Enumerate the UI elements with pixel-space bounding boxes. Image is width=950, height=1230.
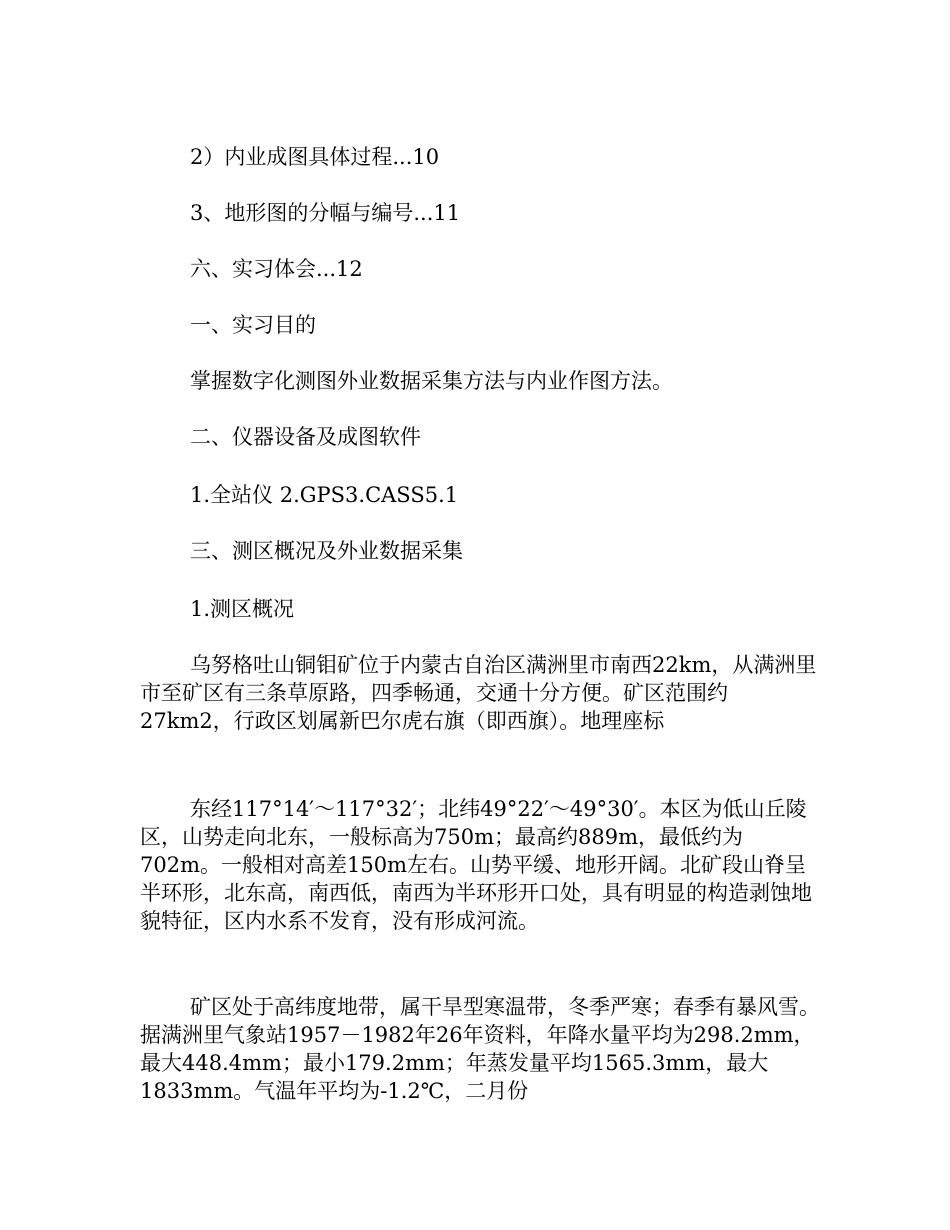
paragraph-coordinates-terrain: 东经117°14′～117°32′；北纬49°22′～49°30′。本区为低山丘陵区，山势走向北东，一般标高为750m；最高约889m，最低约为702m。一般相对高差150m左右。山势平缓、地形开阔。北矿段山脊呈半环形，北东高，南西低，南西为半环形开口处，具有明显的构造剥蚀地貌特征，区内水系不发育，没有形成河流。 — [140, 797, 812, 933]
equipment-list: 1.全站仪 2.GPS3.CASS5.1 — [190, 483, 459, 507]
paragraph-location: 乌努格吐山铜钼矿位于内蒙古自治区满洲里市南西22km，从满洲里市至矿区有三条草原路，四季畅通，交通十分方便。矿区范围约27km2，行政区划属新巴尔虎右旗（即西旗）。地理座标 — [140, 653, 817, 733]
section-heading-equipment: 二、仪器设备及成图软件 — [190, 425, 421, 449]
toc-item-map-division: 3、地形图的分幅与编号...11 — [190, 201, 461, 225]
section-heading-survey-area: 三、测区概况及外业数据采集 — [190, 539, 463, 563]
purpose-text: 掌握数字化测图外业数据采集方法与内业作图方法。 — [190, 369, 673, 393]
subheading-survey-overview: 1.测区概况 — [190, 597, 295, 621]
toc-item-experience: 六、实习体会...12 — [190, 257, 363, 281]
toc-item-internal-process: 2）内业成图具体过程...10 — [190, 145, 440, 169]
paragraph-climate: 矿区处于高纬度地带，属干旱型寒温带，冬季严寒；春季有暴风雪。据满洲里气象站1957－1982年26年资料，年降水量平均为298.2mm，最大448.4mm；最小179.2mm；年蒸发量平均1565.3mm，最大1833mm。气温年平均为-1.2℃，二月份 — [140, 995, 820, 1103]
section-heading-purpose: 一、实习目的 — [190, 313, 316, 337]
